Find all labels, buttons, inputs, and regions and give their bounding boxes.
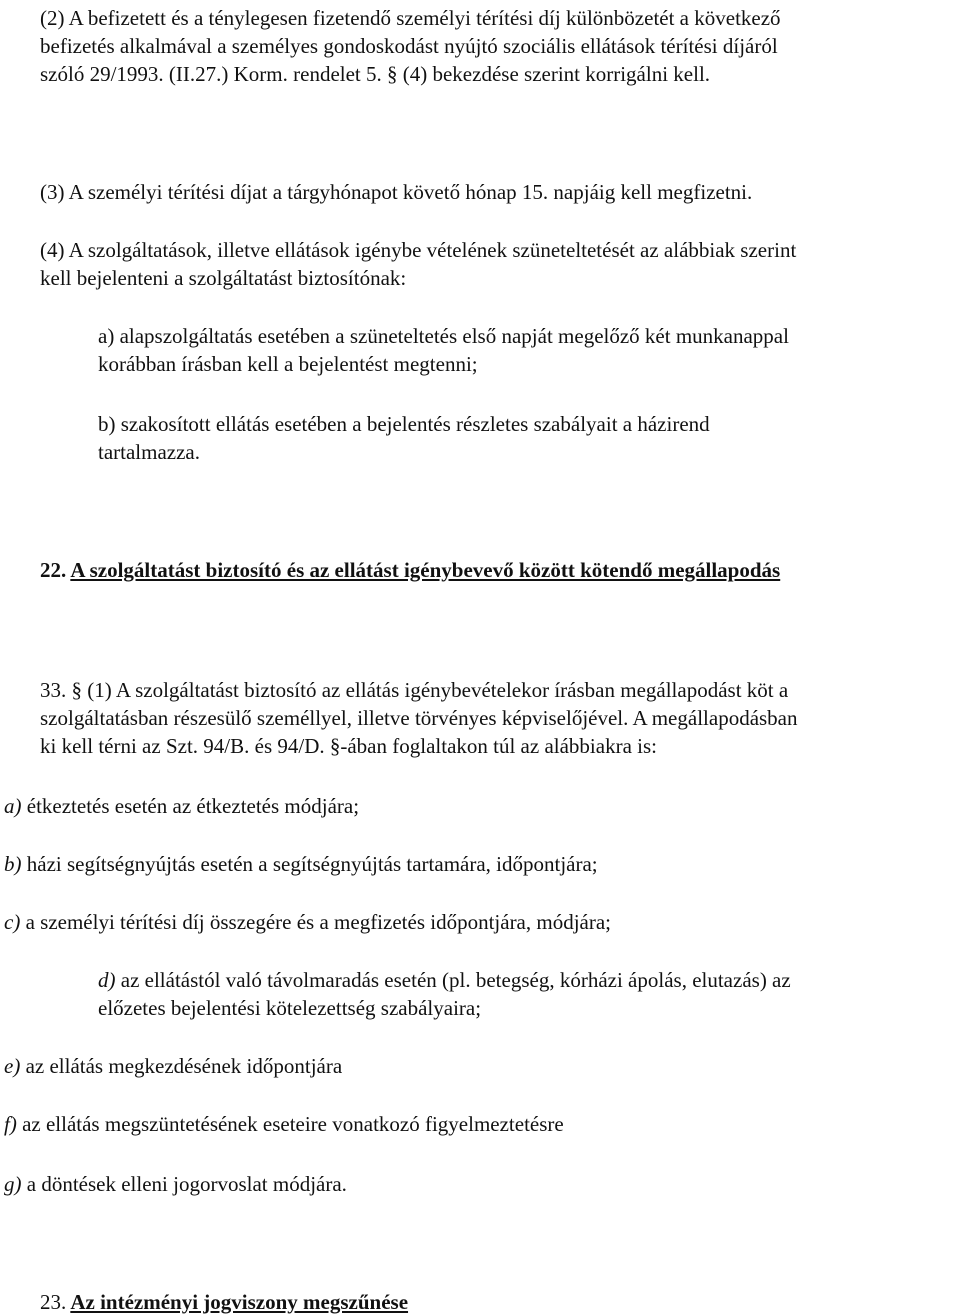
item-c-text: a személyi térítési díj összegére és a megfizetés időpontjára, módjára; [20, 910, 612, 934]
item-b-text: házi segítségnyújtás esetén a segítségnyújtás tartamára, időpontjára; [21, 852, 598, 876]
para-2-line-1: (2) A befizetett és a ténylegesen fizetendő személyi térítési díj különbözetét a következő [40, 6, 781, 30]
para-4-line-2: kell bejelenteni a szolgáltatást biztosítónak: [40, 266, 407, 290]
section-23-number: 23. [40, 1290, 67, 1314]
para-4-item-a-line-1: a) alapszolgáltatás esetében a szüneteltetés első napját megelőző két munkanappal [98, 324, 789, 348]
section-22-number: 22. [40, 558, 67, 582]
section-22-title: A szolgáltatást biztosító és az ellátást igénybevevő között kötendő megállapodás [70, 558, 781, 582]
para-4-line-1: (4) A szolgáltatások, illetve ellátások igénybe vételének szüneteltetését az alábbiak szerint [40, 238, 797, 262]
item-f-text: az ellátás megszüntetésének eseteire vonatkozó figyelmeztetésre [16, 1112, 564, 1136]
para-33-line-2: szolgáltatásban részesülő személlyel, illetve törvényes képviselőjével. A megállapodásban [40, 706, 798, 730]
item-f-letter: f) [4, 1112, 17, 1136]
section-22-heading [40, 556, 780, 584]
para-33-line-1: 33. § (1) A szolgáltatást biztosító az ellátás igénybevételekor írásban megállapodást köt a [40, 678, 789, 702]
item-a-text: étkeztetés esetén az étkeztetés módjára; [21, 794, 360, 818]
item-d-letter: d) [98, 968, 116, 992]
para-2-line-3: szóló 29/1993. (II.27.) Korm. rendelet 5. § (4) bekezdése szerint korrigálni kell. [40, 62, 711, 86]
item-d-text: az ellátástól való távolmaradás esetén (pl. betegség, kórházi ápolás, elutazás) az [115, 968, 791, 992]
item-g-letter: g) [4, 1172, 22, 1196]
item-c [4, 908, 611, 936]
para-2-line-2: befizetés alkalmával a személyes gondoskodást nyújtó szociális ellátások térítési díjáról [40, 34, 778, 58]
item-d-continuation: előzetes bejelentési kötelezettség szabályaira; [98, 996, 482, 1020]
item-g-text: a döntések elleni jogorvoslat módjára. [21, 1172, 347, 1196]
item-a [4, 792, 359, 820]
item-g [4, 1170, 347, 1198]
item-e [4, 1052, 342, 1080]
item-e-text: az ellátás megkezdésének időpontjára [20, 1054, 343, 1078]
item-d [98, 966, 791, 994]
para-4-item-b-line-2: tartalmazza. [98, 440, 201, 464]
item-b-letter: b) [4, 852, 22, 876]
section-23-heading [40, 1288, 408, 1316]
item-f [4, 1110, 564, 1138]
section-23-title: Az intézményi jogviszony megszűnése [70, 1290, 409, 1314]
para-4-item-a-line-2: korábban írásban kell a bejelentést megtenni; [98, 352, 478, 376]
item-e-letter: e) [4, 1054, 21, 1078]
item-b [4, 850, 598, 878]
para-3: (3) A személyi térítési díjat a tárgyhónapot követő hónap 15. napjáig kell megfizetni. [40, 180, 753, 204]
para-33-line-3: ki kell térni az Szt. 94/B. és 94/D. §-ában foglaltakon túl az alábbiakra is: [40, 734, 657, 758]
item-a-letter: a) [4, 794, 22, 818]
item-c-letter: c) [4, 910, 21, 934]
para-4-item-b-line-1: b) szakosított ellátás esetében a bejelentés részletes szabályait a házirend [98, 412, 710, 436]
